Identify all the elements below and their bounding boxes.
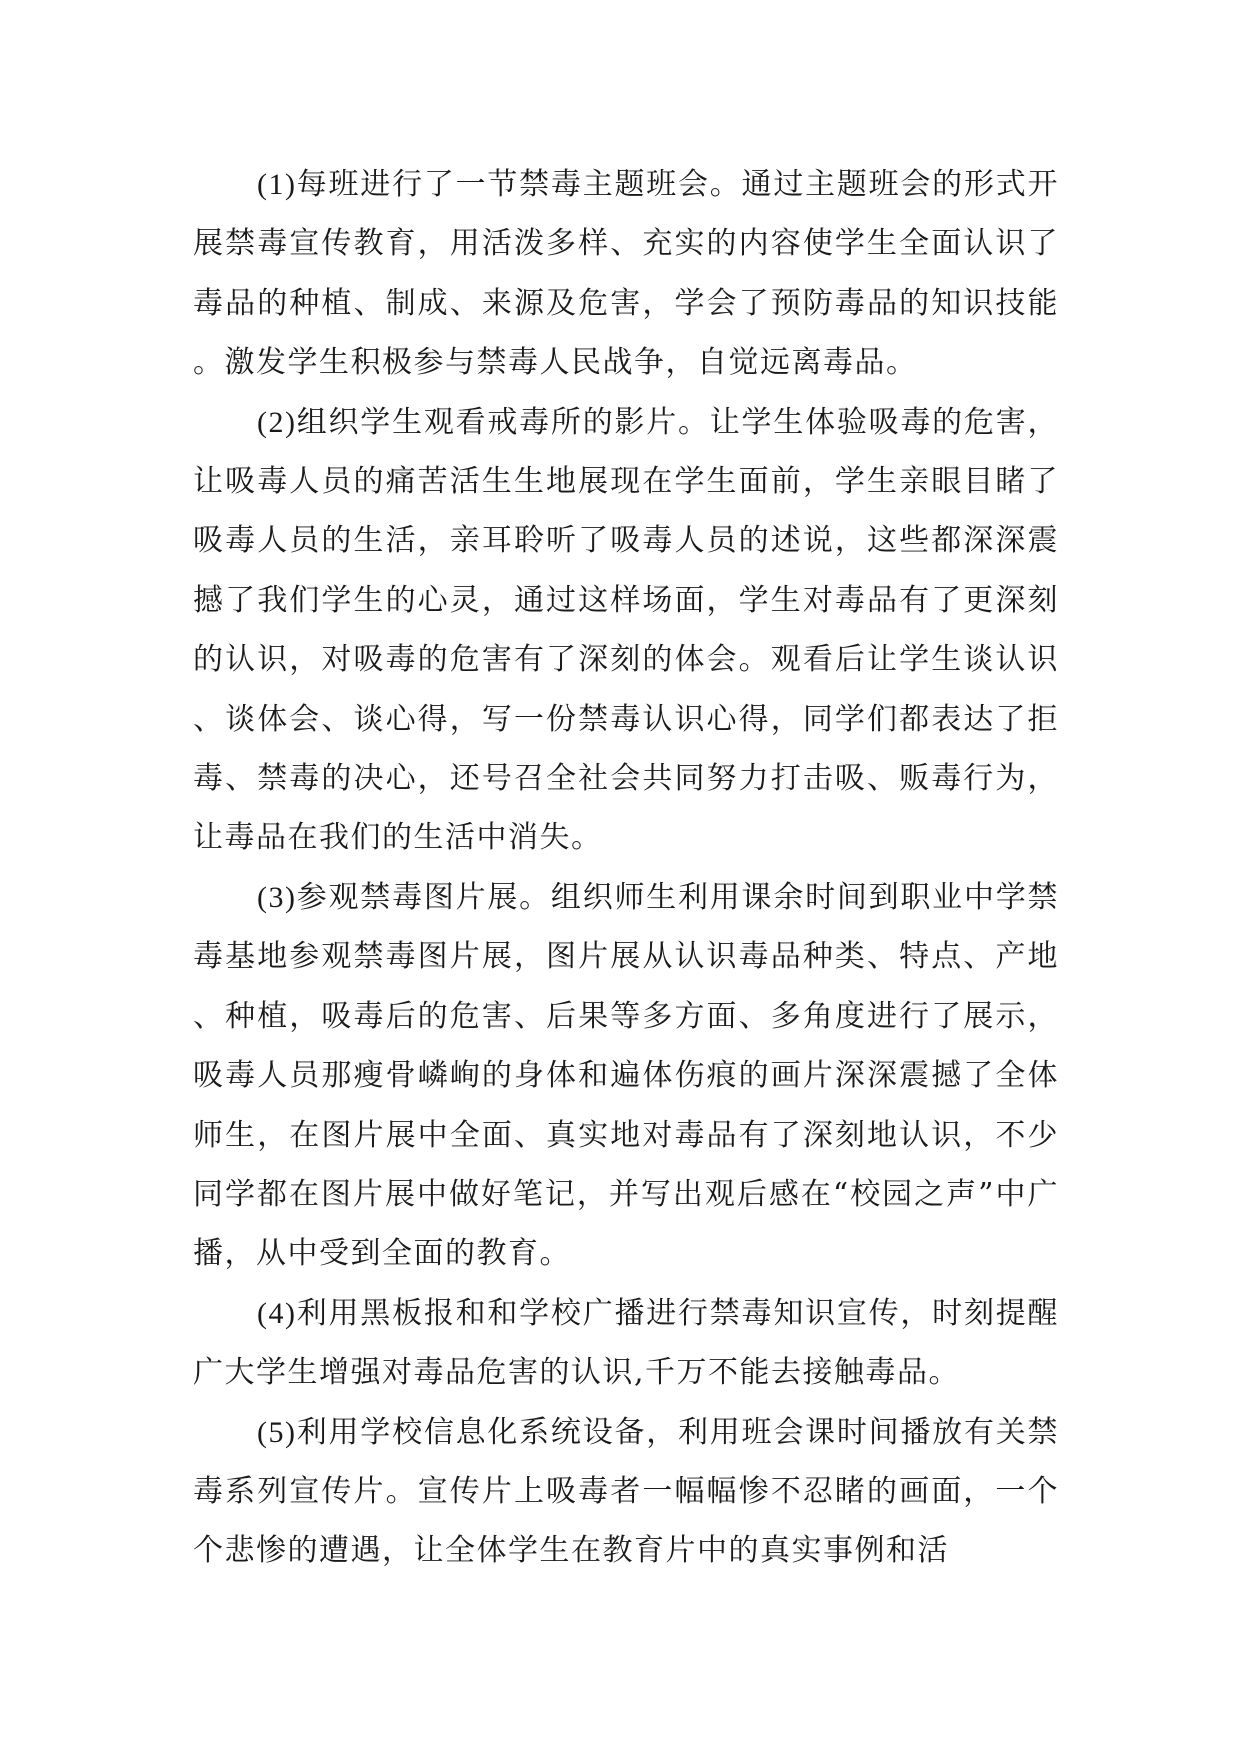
paragraph-4-text: 利用黑板报和和学校广播进行禁毒知识宣传，时刻提醒广大学生增强对毒品危害的认识,千万不能去接触毒品。 bbox=[193, 1295, 1059, 1391]
paragraph-2-marker: (2) bbox=[257, 405, 297, 439]
paragraph-1-text: 每班进行了一节禁毒主题班会。通过主题班会的形式开展禁毒宣传教育，用活泼多样、充实的内容使学生全面认识了毒品的种植、制成、来源及危害，学会了预防毒品的知识技能。激发学生积极参与禁毒人民战争，自觉远离毒品。 bbox=[193, 167, 1059, 381]
paragraph-5 bbox=[193, 1403, 1059, 1581]
paragraph-5-marker: (5) bbox=[257, 1415, 297, 1449]
paragraph-1 bbox=[193, 155, 1059, 393]
paragraph-1-marker: (1) bbox=[257, 168, 297, 201]
paragraph-5-text: 利用学校信息化系统设备，利用班会课时间播放有关禁毒系列宣传片。宣传片上吸毒者一幅幅惨不忍睹的画面，一个个悲惨的遭遇，让全体学生在教育片中的真实事例和活 bbox=[193, 1414, 1059, 1569]
document-body bbox=[193, 155, 1059, 1581]
paragraph-3-marker: (3) bbox=[257, 880, 297, 914]
paragraph-3 bbox=[193, 868, 1059, 1284]
paragraph-4 bbox=[193, 1284, 1059, 1403]
paragraph-2-text: 组织学生观看戒毒所的影片。让学生体验吸毒的危害，让吸毒人员的痛苦活生生地展现在学生面前，学生亲眼目睹了吸毒人员的生活，亲耳聆听了吸毒人员的述说，这些都深深震撼了我们学生的心灵，通过这样场面，学生对毒品有了更深刻的认识，对吸毒的危害有了深刻的体会。观看后让学生谈认识、谈体会、谈心得，写一份禁毒认识心得，同学们都表达了拒毒、禁毒的决心，还号召全社会共同努力打击吸、贩毒行为，让毒品在我们的生活中消失。 bbox=[193, 404, 1059, 856]
paragraph-3-text: 参观禁毒图片展。组织师生利用课余时间到职业中学禁毒基地参观禁毒图片展，图片展从认识毒品种类、特点、产地、种植，吸毒后的危害、后果等多方面、多角度进行了展示，吸毒人员那瘦骨嶙峋的身体和遍体伤痕的画片深深震撼了全体师生，在图片展中全面、真实地对毒品有了深刻地认识，不少同学都在图片展中做好笔记，并写出观后感在“校园之声”中广播，从中受到全面的教育。 bbox=[193, 879, 1059, 1272]
paragraph-4-marker: (4) bbox=[257, 1296, 297, 1330]
paragraph-2 bbox=[193, 393, 1059, 868]
